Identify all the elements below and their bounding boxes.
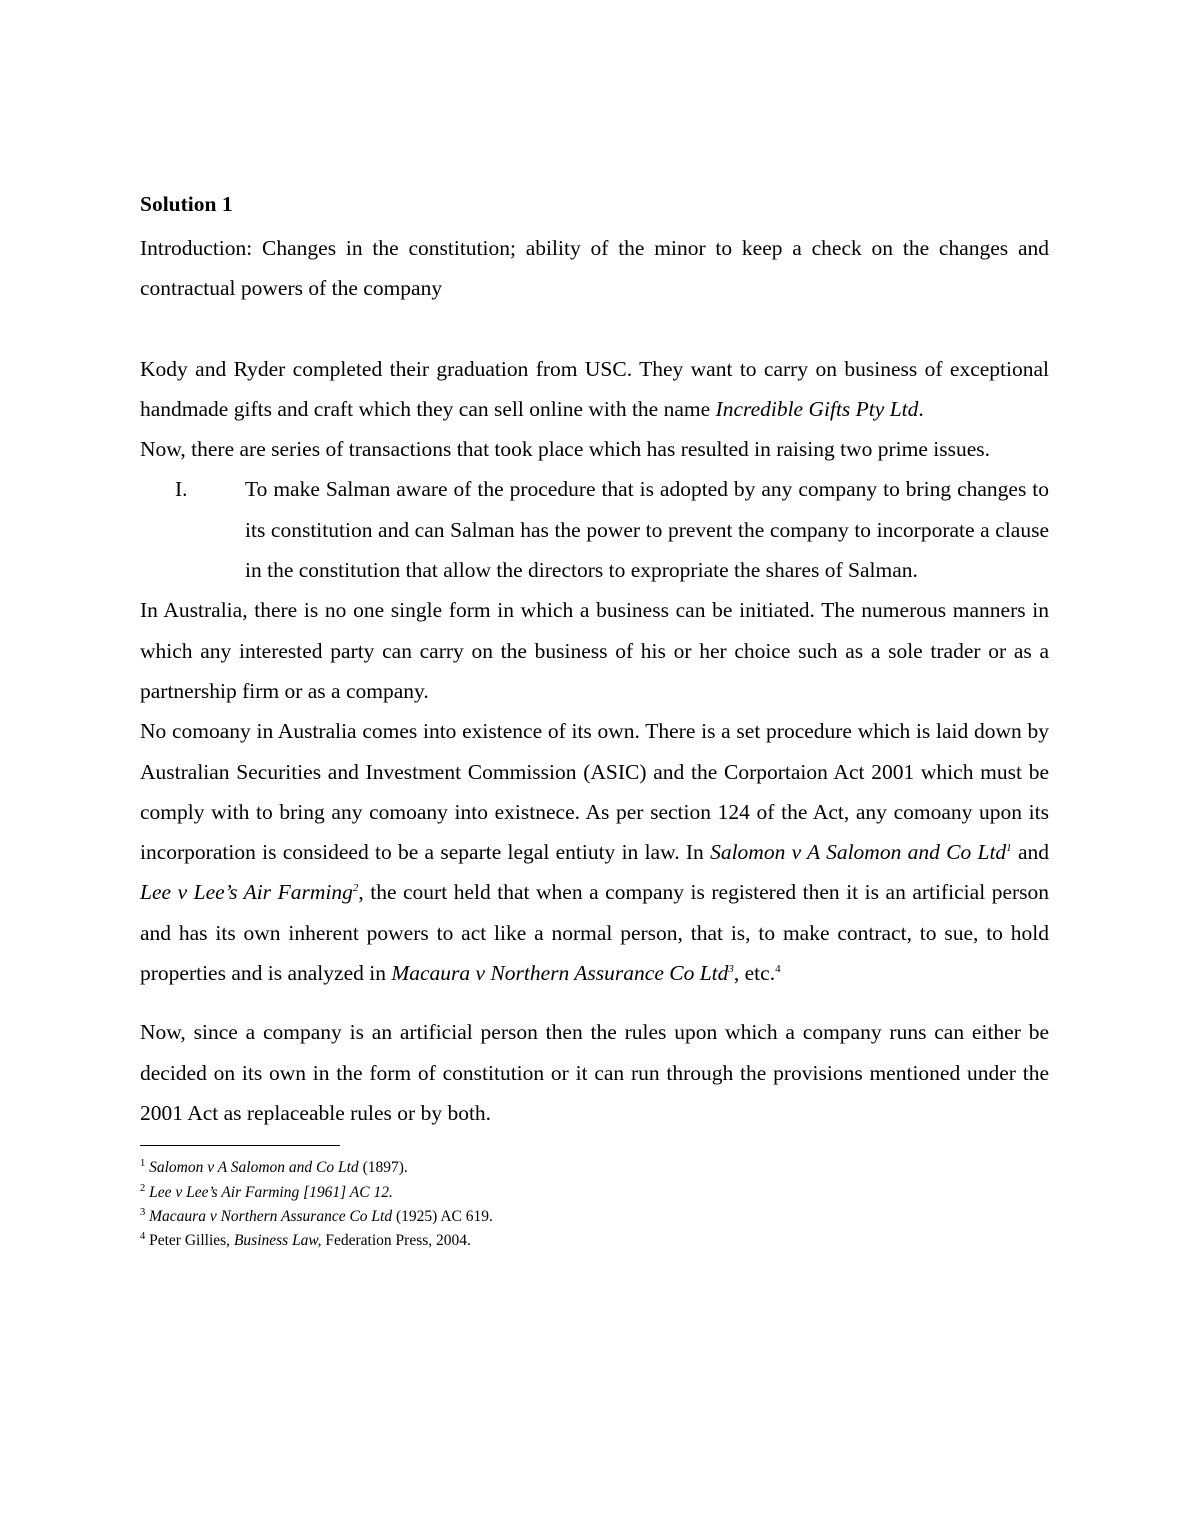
paragraph-text: , etc. (733, 961, 776, 986)
footnote-case: Lee v Lee’s Air Farming [1961] AC 12. (149, 1183, 393, 1201)
footnote-ref[interactable]: 2 (352, 882, 359, 895)
paragraph-text: Kody and Ryder completed their graduation from USC. They want to carry on business of exceptional handmade gifts and craft which they can sell online with the name (140, 356, 1049, 421)
paragraph-text: , the court held that when a company is registered then it is an artificial person and has its own inherent powers to act like a normal person, that is, to make contract, to sue, to hold properties and is analyzed in (140, 880, 1050, 986)
footnote (140, 1229, 1049, 1253)
footnote (140, 1205, 1049, 1229)
paragraph-transactions: Now, there are series of transactions that took place which has resulted in raising two prime issues. (140, 437, 991, 462)
footnote-number: 4 (140, 1230, 146, 1242)
footnote-ref[interactable]: 3 (728, 962, 734, 975)
paragraph-text: No comoany in Australia comes into existence of its own. There is a set procedure which is laid down by Australian Securities and Investment Commission (ASIC) and the Corportaion Act 2001 which must be comply with to bring any comoany into existnece. As per section 124 of the Act, any comoany upon its incorporation is considеed to be a separte legal entiuty in law. In (140, 719, 1049, 865)
footnote (140, 1156, 1049, 1180)
section-heading: Solution 1 (140, 192, 233, 216)
footnote (140, 1181, 1049, 1205)
paragraph-rules: Now, since a company is an artificial person then the rules upon which a company runs can either be decided on its own in the form of constitution or it can run through the provisions mentioned under the 2001 Act as replaceable rules or by both. (140, 1020, 1049, 1125)
footnote-text: (1925) AC 619. (392, 1207, 493, 1225)
footnote-text: (1897). (358, 1159, 408, 1177)
company-name: Incredible Gifts Pty Ltd (715, 396, 919, 421)
paragraph-incorporation (140, 711, 1049, 993)
list-item-text: To make Salman aware of the procedure that is adopted by any company to bring changes to its constitution and can Salman has the power to prevent the company to incorporate a clause in the constitution that allow the directors to expropriate the shares of Salman. (245, 477, 1049, 583)
footnote-ref[interactable]: 4 (775, 962, 781, 975)
intro-paragraph: Introduction: Changes in the constitution; ability of the minor to keep a check on the changes and contractual powers of the company (140, 236, 1049, 301)
case-name: Macaura v Northern Assurance Co Ltd (391, 961, 729, 986)
document-page (140, 188, 1049, 1253)
footnote-ref[interactable]: 1 (1006, 842, 1012, 854)
paragraph-text: and (1011, 840, 1049, 865)
footnote-text: Peter Gillies, (149, 1232, 234, 1250)
paragraph-end: . (918, 396, 924, 421)
paragraph-australia: In Australia, there is no one single form in which a business can be initiated. The numerous manners in which any interested party can carry on the business of his or her choice such as a sole trader or as a partnership firm or as a company. (140, 598, 1049, 703)
footnote-case: Macaura v Northern Assurance Co Ltd (149, 1207, 393, 1225)
footnote-number: 3 (140, 1206, 146, 1218)
issue-list-item (140, 469, 1049, 590)
footnote-text: Federation Press, 2004. (321, 1232, 471, 1250)
footnote-book: Business Law, (233, 1232, 322, 1250)
footnote-separator (140, 1145, 340, 1146)
footnote-number: 2 (140, 1182, 146, 1194)
list-marker: I. (175, 477, 188, 502)
paragraph-business (140, 349, 1049, 430)
footnote-number: 1 (140, 1158, 146, 1170)
case-name: Salomon v A Salomon and Co Ltd (710, 840, 1007, 865)
footnote-case: Salomon v A Salomon and Co Ltd (149, 1159, 359, 1177)
case-name: Lee v Lee’s Air Farming (140, 880, 353, 905)
